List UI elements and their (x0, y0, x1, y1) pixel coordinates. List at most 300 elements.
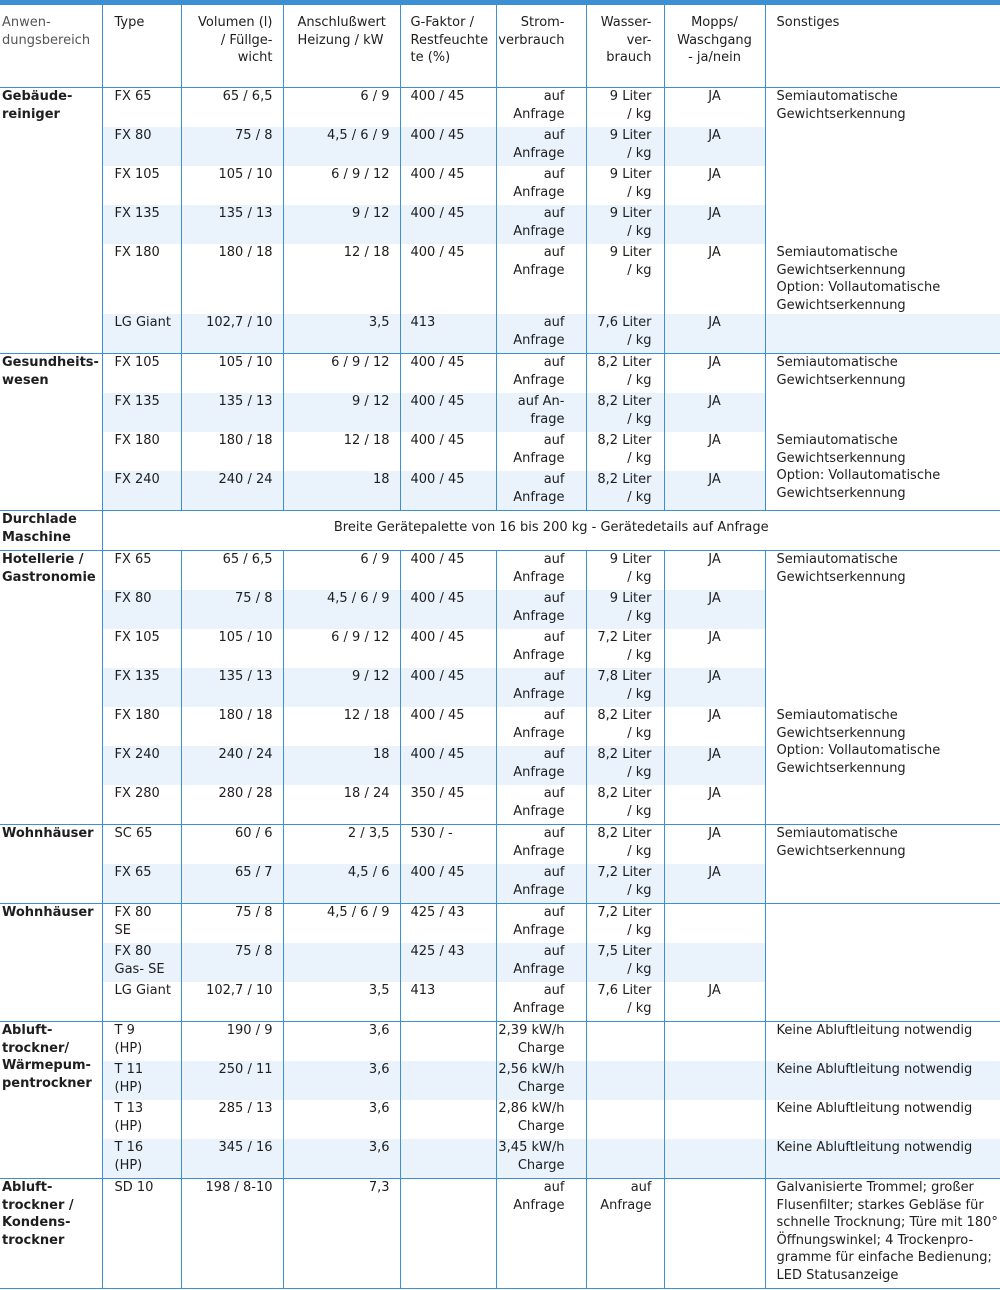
cell-text: 240 / 24 (218, 747, 273, 762)
cell-text: FX 135 (114, 669, 160, 684)
cell-type (102, 1139, 181, 1179)
cell-text: LG Giant (114, 315, 171, 330)
cell-type (102, 244, 181, 314)
cell-text: auf (543, 552, 565, 567)
cell-text: 3,45 kW/h (498, 1140, 565, 1155)
cell-text: Anfrage (513, 1197, 565, 1213)
cell-wasserverbrauch (586, 825, 664, 865)
cell-text: FX 80 (114, 591, 152, 606)
cell-wasserverbrauch (586, 1179, 664, 1289)
cell-text: Anfrage (513, 803, 565, 819)
cell-text: FX 105 (114, 630, 160, 645)
cell-type (102, 1061, 181, 1100)
cell-g-faktor (400, 707, 496, 746)
header-line: Waschgang (677, 32, 752, 48)
cell-text: 7,3 (368, 1180, 390, 1195)
cell-text: Option: Vollautomatische (776, 468, 941, 483)
cell-mopps (664, 244, 765, 314)
cell-text: JA (708, 591, 721, 606)
header-wasserverbrauch (586, 5, 664, 88)
cell-text: 2,86 kW/h (498, 1101, 565, 1116)
cell-g-faktor (400, 432, 496, 471)
cell-stromverbrauch (496, 88, 586, 128)
cell-text: 18 / 24 (343, 786, 390, 801)
cell-full-note (102, 511, 1000, 551)
cell-text: 7,6 Liter (597, 983, 652, 998)
cell-mopps (664, 590, 765, 629)
cell-text: SC 65 (114, 826, 153, 841)
cell-mopps (664, 127, 765, 166)
cell-text: Option: Vollautomatische (776, 280, 941, 295)
cell-text: Anfrage (513, 608, 565, 624)
cell-text: 400 / 45 (410, 865, 465, 880)
cell-text: 530 / - (410, 826, 453, 841)
cell-sonstiges (765, 551, 1000, 708)
cell-text: / kg (627, 223, 652, 239)
cell-text: Wohnhäuser (2, 826, 94, 841)
cell-anschlusswert (283, 432, 400, 471)
cell-text: 102,7 / 10 (206, 315, 273, 330)
cell-anwendungsbereich (0, 354, 102, 511)
cell-text: Abluft- (2, 1023, 53, 1038)
cell-mopps (664, 551, 765, 591)
cell-text: 190 / 9 (226, 1023, 273, 1038)
cell-text: reiniger (2, 106, 60, 122)
cell-text: 9 Liter (609, 128, 652, 143)
cell-text: 180 / 18 (218, 708, 273, 723)
cell-type (102, 590, 181, 629)
cell-g-faktor (400, 943, 496, 982)
cell-text: Gewichtserkennung (776, 372, 906, 388)
cell-wasserverbrauch (586, 785, 664, 825)
cell-text: 400 / 45 (410, 206, 465, 221)
cell-text: 6 / 9 / 12 (331, 167, 390, 182)
cell-text: Anfrage (513, 1000, 565, 1016)
cell-text: 2 / 3,5 (347, 826, 390, 841)
cell-text: 9 Liter (609, 552, 652, 567)
cell-g-faktor (400, 904, 496, 944)
cell-mopps (664, 432, 765, 471)
cell-type (102, 393, 181, 432)
cell-anwendungsbereich (0, 825, 102, 904)
cell-text: 400 / 45 (410, 355, 465, 370)
header-line: brauch (606, 50, 652, 65)
cell-text: FX 135 (114, 394, 160, 409)
cell-volumen (181, 88, 283, 128)
cell-g-faktor (400, 88, 496, 128)
cell-text: Gewichtserkennung (776, 725, 906, 741)
cell-text: auf (543, 206, 565, 221)
header-line: Strom- (520, 15, 565, 30)
cell-text: 60 / 6 (235, 826, 273, 841)
cell-mopps (664, 785, 765, 825)
header-line: Type (114, 15, 145, 30)
cell-text: gramme für einfache Bedienung; (776, 1250, 992, 1265)
cell-text: auf (543, 826, 565, 841)
cell-text: T 11 (114, 1062, 144, 1077)
cell-anschlusswert (283, 393, 400, 432)
cell-text: Semiautomatische (776, 355, 898, 370)
cell-anwendungsbereich (0, 551, 102, 825)
cell-anschlusswert (283, 1179, 400, 1289)
cell-text: Anfrage (513, 450, 565, 466)
cell-text: Anfrage (513, 882, 565, 898)
cell-text: 345 / 16 (218, 1140, 273, 1155)
cell-text: 9 Liter (609, 206, 652, 221)
cell-volumen (181, 943, 283, 982)
cell-stromverbrauch (496, 354, 586, 394)
table-row (0, 432, 1000, 471)
cell-text: Gewichtserkennung (776, 450, 906, 466)
cell-wasserverbrauch (586, 393, 664, 432)
cell-text: 65 / 6,5 (222, 89, 273, 104)
cell-text: 400 / 45 (410, 708, 465, 723)
cell-text: 9 / 12 (352, 206, 390, 221)
cell-text: 105 / 10 (218, 167, 273, 182)
cell-text: FX 240 (114, 747, 160, 762)
cell-anschlusswert (283, 668, 400, 707)
header-g-faktor (400, 5, 496, 88)
table-row (0, 1100, 1000, 1139)
cell-text: 3,6 (368, 1023, 390, 1038)
cell-text: Gewichtserkennung (776, 569, 906, 585)
cell-g-faktor (400, 746, 496, 785)
table-row (0, 244, 1000, 314)
cell-text: 400 / 45 (410, 747, 465, 762)
cell-text: FX 80 (114, 944, 152, 959)
cell-text: JA (708, 747, 721, 762)
cell-anschlusswert (283, 1061, 400, 1100)
cell-text: auf (543, 315, 565, 330)
cell-text: / kg (627, 106, 652, 122)
cell-anschlusswert (283, 1139, 400, 1179)
cell-text: 9 / 12 (352, 394, 390, 409)
cell-text: 400 / 45 (410, 472, 465, 487)
cell-mopps (664, 393, 765, 432)
cell-text: (HP) (114, 1040, 143, 1056)
cell-g-faktor (400, 590, 496, 629)
cell-text: 9 / 12 (352, 669, 390, 684)
cell-volumen (181, 864, 283, 904)
header-line: te (%) (410, 50, 451, 65)
cell-text: Gesundheits- (2, 355, 99, 370)
header-line: Anwen- (2, 15, 51, 30)
cell-text: Charge (517, 1118, 565, 1134)
cell-text: 8,2 Liter (597, 433, 652, 448)
cell-anschlusswert (283, 551, 400, 591)
cell-text: Gewichtserkennung (776, 106, 906, 122)
cell-type (102, 864, 181, 904)
cell-text: 400 / 45 (410, 394, 465, 409)
cell-g-faktor (400, 244, 496, 314)
table-row (0, 1139, 1000, 1179)
cell-text: Charge (517, 1157, 565, 1173)
cell-text: 8,2 Liter (597, 394, 652, 409)
cell-sonstiges (765, 432, 1000, 511)
cell-text: Gewichtserkennung (776, 760, 906, 776)
cell-volumen (181, 1100, 283, 1139)
cell-stromverbrauch (496, 1100, 586, 1139)
cell-stromverbrauch (496, 1139, 586, 1179)
header-line: - ja/nein (688, 50, 741, 65)
cell-g-faktor (400, 314, 496, 354)
cell-text: JA (708, 128, 721, 143)
cell-mopps (664, 904, 765, 944)
cell-g-faktor (400, 471, 496, 511)
cell-text: Maschine (2, 529, 71, 545)
cell-text: 240 / 24 (218, 472, 273, 487)
cell-text: Gewichtserkennung (776, 297, 906, 313)
cell-anschlusswert (283, 629, 400, 668)
cell-text: Anfrage (513, 145, 565, 161)
cell-text: 105 / 10 (218, 355, 273, 370)
cell-volumen (181, 982, 283, 1022)
cell-text: auf (543, 433, 565, 448)
cell-type (102, 88, 181, 128)
cell-sonstiges (765, 354, 1000, 433)
table-row (0, 314, 1000, 354)
cell-text: 3,5 (368, 315, 390, 330)
cell-wasserverbrauch (586, 354, 664, 394)
cell-anschlusswert (283, 785, 400, 825)
cell-type (102, 746, 181, 785)
cell-text: trockner (2, 1232, 65, 1248)
cell-anschlusswert (283, 471, 400, 511)
cell-volumen (181, 904, 283, 944)
cell-text: 12 / 18 (343, 245, 390, 260)
cell-g-faktor (400, 1061, 496, 1100)
cell-g-faktor (400, 354, 496, 394)
cell-text: / kg (627, 450, 652, 466)
cell-wasserverbrauch (586, 1100, 664, 1139)
cell-text: FX 65 (114, 865, 152, 880)
cell-stromverbrauch (496, 707, 586, 746)
cell-anschlusswert (283, 864, 400, 904)
cell-text: Anfrage (513, 106, 565, 122)
cell-text: 400 / 45 (410, 630, 465, 645)
cell-text: 3,6 (368, 1140, 390, 1155)
cell-volumen (181, 205, 283, 244)
cell-text: 6 / 9 (360, 89, 390, 104)
cell-text: 9 Liter (609, 245, 652, 260)
header-anwendungsbereich (0, 5, 102, 88)
cell-text: Charge (517, 1040, 565, 1056)
table-row (0, 1022, 1000, 1062)
cell-text: JA (708, 315, 721, 330)
cell-text: 8,2 Liter (597, 472, 652, 487)
cell-text: / kg (627, 686, 652, 702)
cell-wasserverbrauch (586, 707, 664, 746)
cell-sonstiges (765, 825, 1000, 904)
cell-mopps (664, 943, 765, 982)
cell-text: FX 105 (114, 167, 160, 182)
cell-sonstiges (765, 88, 1000, 245)
cell-text: auf (543, 128, 565, 143)
cell-volumen (181, 825, 283, 865)
header-line: wicht (237, 50, 273, 65)
table-row (0, 511, 1000, 551)
cell-text: / kg (627, 569, 652, 585)
cell-text: JA (708, 552, 721, 567)
cell-anschlusswert (283, 166, 400, 205)
cell-text: / kg (627, 725, 652, 741)
cell-type (102, 354, 181, 394)
cell-text: 425 / 43 (410, 944, 465, 959)
cell-anschlusswert (283, 244, 400, 314)
cell-type (102, 825, 181, 865)
cell-text: / kg (627, 1000, 652, 1016)
cell-type (102, 205, 181, 244)
cell-text: SE (114, 922, 131, 938)
cell-text: 180 / 18 (218, 245, 273, 260)
cell-text: / kg (627, 764, 652, 780)
cell-text: 6 / 9 (360, 552, 390, 567)
cell-mopps (664, 864, 765, 904)
cell-text: Anfrage (513, 262, 565, 278)
cell-text: (HP) (114, 1118, 143, 1134)
cell-wasserverbrauch (586, 166, 664, 205)
cell-text: 7,6 Liter (597, 315, 652, 330)
cell-wasserverbrauch (586, 471, 664, 511)
cell-wasserverbrauch (586, 629, 664, 668)
cell-volumen (181, 1139, 283, 1179)
cell-type (102, 551, 181, 591)
cell-text: / kg (627, 882, 652, 898)
table-row (0, 1179, 1000, 1289)
cell-text: / kg (627, 803, 652, 819)
cell-text: auf (543, 89, 565, 104)
cell-text: auf An- (517, 394, 565, 409)
cell-text: FX 180 (114, 708, 160, 723)
cell-text: FX 240 (114, 472, 160, 487)
cell-text: 9 Liter (609, 591, 652, 606)
cell-anschlusswert (283, 127, 400, 166)
cell-text: FX 105 (114, 355, 160, 370)
cell-wasserverbrauch (586, 314, 664, 354)
cell-text: JA (708, 708, 721, 723)
cell-text: FX 80 (114, 905, 152, 920)
header-line: ver- (626, 32, 652, 48)
cell-text: frage (530, 411, 565, 427)
cell-text: 350 / 45 (410, 786, 465, 801)
cell-wasserverbrauch (586, 1061, 664, 1100)
cell-type (102, 629, 181, 668)
header-line: dungsbereich (2, 32, 91, 48)
cell-text: 65 / 6,5 (222, 552, 273, 567)
cell-text: T 9 (114, 1023, 135, 1038)
cell-text: Wärmepum- (2, 1058, 91, 1073)
header-line: / Füllge- (220, 32, 273, 48)
cell-text: JA (708, 394, 721, 409)
cell-type (102, 432, 181, 471)
cell-text: Anfrage (513, 686, 565, 702)
cell-stromverbrauch (496, 1022, 586, 1062)
cell-text: 12 / 18 (343, 708, 390, 723)
cell-stromverbrauch (496, 864, 586, 904)
cell-text: Anfrage (513, 569, 565, 585)
cell-text: / kg (627, 372, 652, 388)
cell-text: Gebäude- (2, 89, 73, 104)
cell-g-faktor (400, 982, 496, 1022)
cell-text: 8,2 Liter (597, 826, 652, 841)
cell-text: 8,2 Liter (597, 355, 652, 370)
header-stromverbrauch (496, 5, 586, 88)
cell-sonstiges (765, 1061, 1000, 1100)
cell-text: JA (708, 167, 721, 182)
cell-volumen (181, 746, 283, 785)
cell-text: T 16 (114, 1140, 144, 1155)
cell-text: FX 65 (114, 89, 152, 104)
cell-text: / kg (627, 332, 652, 348)
cell-g-faktor (400, 1022, 496, 1062)
header-line: Heizung / kW (297, 32, 384, 48)
cell-anwendungsbereich (0, 1022, 102, 1179)
product-table (0, 5, 1000, 1289)
header-line: G-Faktor / (410, 15, 474, 30)
cell-mopps (664, 707, 765, 746)
cell-text: 413 (410, 315, 436, 330)
cell-text: 12 / 18 (343, 433, 390, 448)
cell-text: JA (708, 89, 721, 104)
cell-text: Option: Vollautomatische (776, 743, 941, 758)
cell-text: auf (543, 865, 565, 880)
cell-text: 4,5 / 6 / 9 (326, 128, 390, 143)
header-line: Volumen (l) (198, 15, 273, 30)
cell-text: 400 / 45 (410, 89, 465, 104)
cell-anschlusswert (283, 314, 400, 354)
cell-text: auf (543, 708, 565, 723)
cell-text: Wohnhäuser (2, 905, 94, 920)
cell-text: Keine Abluftleitung notwendig (776, 1101, 973, 1116)
cell-text: 18 (372, 472, 390, 487)
cell-text: 3,6 (368, 1101, 390, 1116)
cell-stromverbrauch (496, 590, 586, 629)
cell-text: FX 80 (114, 128, 152, 143)
cell-text: FX 180 (114, 433, 160, 448)
cell-text: JA (708, 826, 721, 841)
cell-anschlusswert (283, 746, 400, 785)
cell-volumen (181, 314, 283, 354)
cell-stromverbrauch (496, 825, 586, 865)
cell-wasserverbrauch (586, 432, 664, 471)
cell-anwendungsbereich (0, 511, 102, 551)
cell-text: 7,5 Liter (597, 944, 652, 959)
cell-text: 75 / 8 (235, 944, 273, 959)
cell-text: wesen (2, 372, 49, 388)
cell-sonstiges (765, 707, 1000, 825)
cell-mopps (664, 88, 765, 128)
cell-anwendungsbereich (0, 1179, 102, 1289)
cell-text: Semiautomatische (776, 245, 898, 260)
cell-text: pentrockner (2, 1075, 92, 1091)
cell-text: 400 / 45 (410, 591, 465, 606)
cell-text: JA (708, 245, 721, 260)
cell-text: auf (543, 905, 565, 920)
cell-volumen (181, 432, 283, 471)
cell-text: 135 / 13 (218, 669, 273, 684)
cell-text: JA (708, 630, 721, 645)
cell-g-faktor (400, 1139, 496, 1179)
cell-text: / kg (627, 489, 652, 505)
cell-text: JA (708, 865, 721, 880)
cell-text: Öffnungswinkel; 4 Trockenpro- (776, 1232, 974, 1248)
cell-text: Anfrage (513, 372, 565, 388)
cell-anschlusswert (283, 982, 400, 1022)
cell-stromverbrauch (496, 904, 586, 944)
cell-text: 135 / 13 (218, 206, 273, 221)
cell-text: 135 / 13 (218, 394, 273, 409)
cell-text: Gas- SE (114, 961, 165, 977)
